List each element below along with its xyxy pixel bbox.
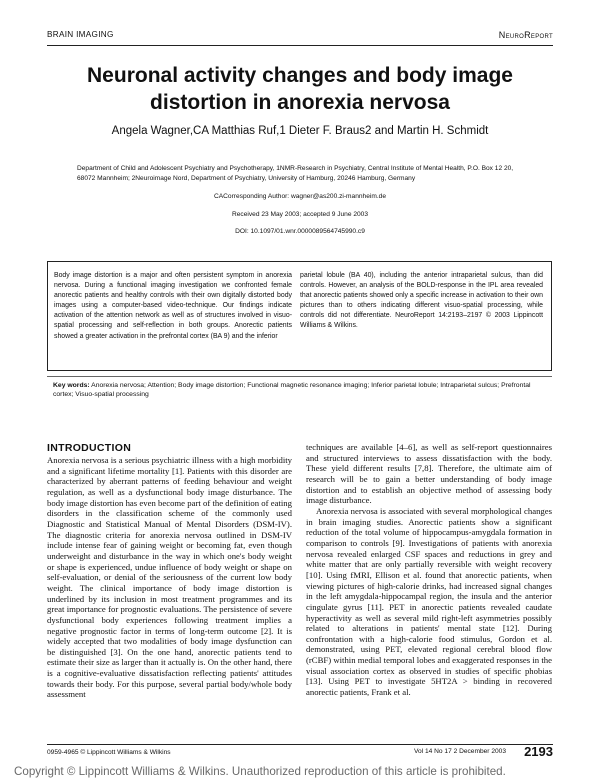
author-list: Angela Wagner,CA Matthias Ruf,1 Dieter F. Braus2 and Martin H. Schmidt	[111, 125, 489, 137]
footer-rule	[47, 744, 553, 745]
copyright-notice: Copyright © Lippincott Williams & Wilkins. Unauthorized reproduction of this article is prohibited.	[14, 765, 506, 778]
received-dates: Received 23 May 2003; accepted 9 June 2003	[232, 211, 368, 218]
corresponding-author: CACorresponding Author: wagner@as200.zi-mannheim.de	[214, 193, 386, 200]
section-heading: INTRODUCTION	[47, 442, 132, 454]
body-column-left	[47, 455, 292, 700]
issn-line: 0959-4965 © Lippincott Williams & Wilkins	[47, 749, 171, 756]
paragraph: techniques are available [4–6], as well as self-report questionnaires and structured interviews to assess dissatisfaction with the body. These yield different results [7,8]. Therefore, the ultimate aim of research will be to gain a better understanding of body image distortion and to establish an objective method of assessing body image disturbance.	[306, 442, 552, 506]
keywords-text: Anorexia nervosa; Attention; Body image distortion; Functional magnetic resonance imaging; Inferior parietal lobule; Intraparietal sulcus; Prefrontal cortex; Visuo-spatial processing	[53, 382, 531, 399]
keywords	[53, 381, 550, 399]
journal-label: NeuroReport	[498, 30, 553, 40]
header-rule	[47, 45, 553, 46]
abstract-right-column: parietal lobule (BA 40), including the anterior intraparietal sulcus, than did controls. However, an analysis of the BOLD-response in the IPL area revealed that anorectic patients showed only a specific increase in activation to their own pictures than to others indicating different visuo-spatial processing, while controls did not differentiate. NeuroReport 14:2193–2197 © 2003 Lippincott Williams & Wilkins.	[300, 272, 543, 330]
abstract-box	[47, 261, 552, 371]
running-header	[47, 30, 553, 44]
doi: DOI: 10.1097/01.wnr.0000089564745990.c9	[235, 228, 365, 235]
section-label: BRAIN IMAGING	[47, 30, 114, 39]
paragraph: Anorexia nervosa is a serious psychiatric illness with a high morbidity and a significant lifetime mortality [1]. Patients with this disorder are characterized by aberrant patterns of feeding behaviour and weight regulation, as well as a dysfunctional body image disturbance. The body image distortion has even become part of the definition of eating disorders in the classification scheme of the commonly used Diagnostic and Statistical Manual of Mental Disorders (DSM-IV). The diagnostic criteria for anorexia nervosa outlined in DSM-IV include intense fear of gaining weight or becoming fat, even though underweight and disturbance in the way in which one's body weight or shape is experienced, undue influence of body weight or shape on self-evaluation, or denial of the seriousness of the current low body weight. The clinical importance of body image distortion is underlined by its inclusion in most treatment programmes and its great importance for prognostic evaluations. The persistence of severe dysfunctional body experiences following treatment implies a negative prognostic factor in terms of long-term outcome [2]. It is widely accepted that two modalities of body image dysfunction can be distinguished [3]. On the one hand, anorectic patients tend to estimate their size as larger than it actually is. On the other hand, there is a cognitive-evaluative dissatisfaction reflecting patients' attitudes towards their body. For this purpose, several partial body/whole body assessment	[47, 455, 292, 700]
keywords-label: Key words:	[53, 382, 90, 389]
abstract-left-column: Body image distortion is a major and often persistent symptom in anorexia nervosa. During a functional imaging investigation we confronted female anorectic patients and healthy controls with their own digitally distorted body images using a computer-based video-technique. Our findings indicate activation of the attention network as well as of structures involved in visuo-spatial processing and self-reflection in both groups. Anorectic patients showed a greater activation in the prefrontal cortex (BA 9) and the inferior	[54, 272, 292, 340]
article-title: Neuronal activity changes and body image distortion in anorexia nervosa	[87, 64, 513, 114]
keywords-rule	[47, 376, 552, 377]
affiliations: Department of Child and Adolescent Psychiatry and Psychotherapy, 1NMR-Research in Psychiatry, Central Institute of Mental Health, P.O. Box 12 20, 68072 Mannheim; 2Neuroimage Nord, Department of Psychiatry, University of Hamburg, 20246 Hamburg, Germany	[77, 165, 514, 182]
volume-line: Vol 14 No 17 2 December 2003	[413, 748, 506, 755]
page-number: 2193	[524, 744, 553, 759]
paragraph: Anorexia nervosa is associated with several morphological changes in brain imaging studies. Anorectic patients show a significant reduction of the total volume of hippocampus-amygdala formation in comparison to controls [9]. Investigations of patients with anorexia nervosa revealed enlarged CSF spaces and reductions in grey and white matter that are only partially reversible with weight recovery [10]. Using fMRI, Ellison et al. found that anorectic patients, when viewing pictures of high-calorie drinks, had increased signal changes in the left amygdala-hippocampal region, the insula and the anterior cingulate gyrus [11]. PET in anorectic patients revealed caudate hyperactivity as well as several mild right-left asymmetries possibly related to alterations in patients' mental state [12]. During confrontation with a high-calorie food stimulus, Gordon et al. demonstrated, using PET, elevated regional cerebral blood flow (rCBF) within medial temporal lobes and exaggerated responses in the visual association cortex as observed in studies of specific phobias [13]. Using PET to investigate 5HT2A > binding in recovered anorectic patients, Frank et al.	[306, 505, 552, 698]
body-column-right	[306, 442, 552, 698]
